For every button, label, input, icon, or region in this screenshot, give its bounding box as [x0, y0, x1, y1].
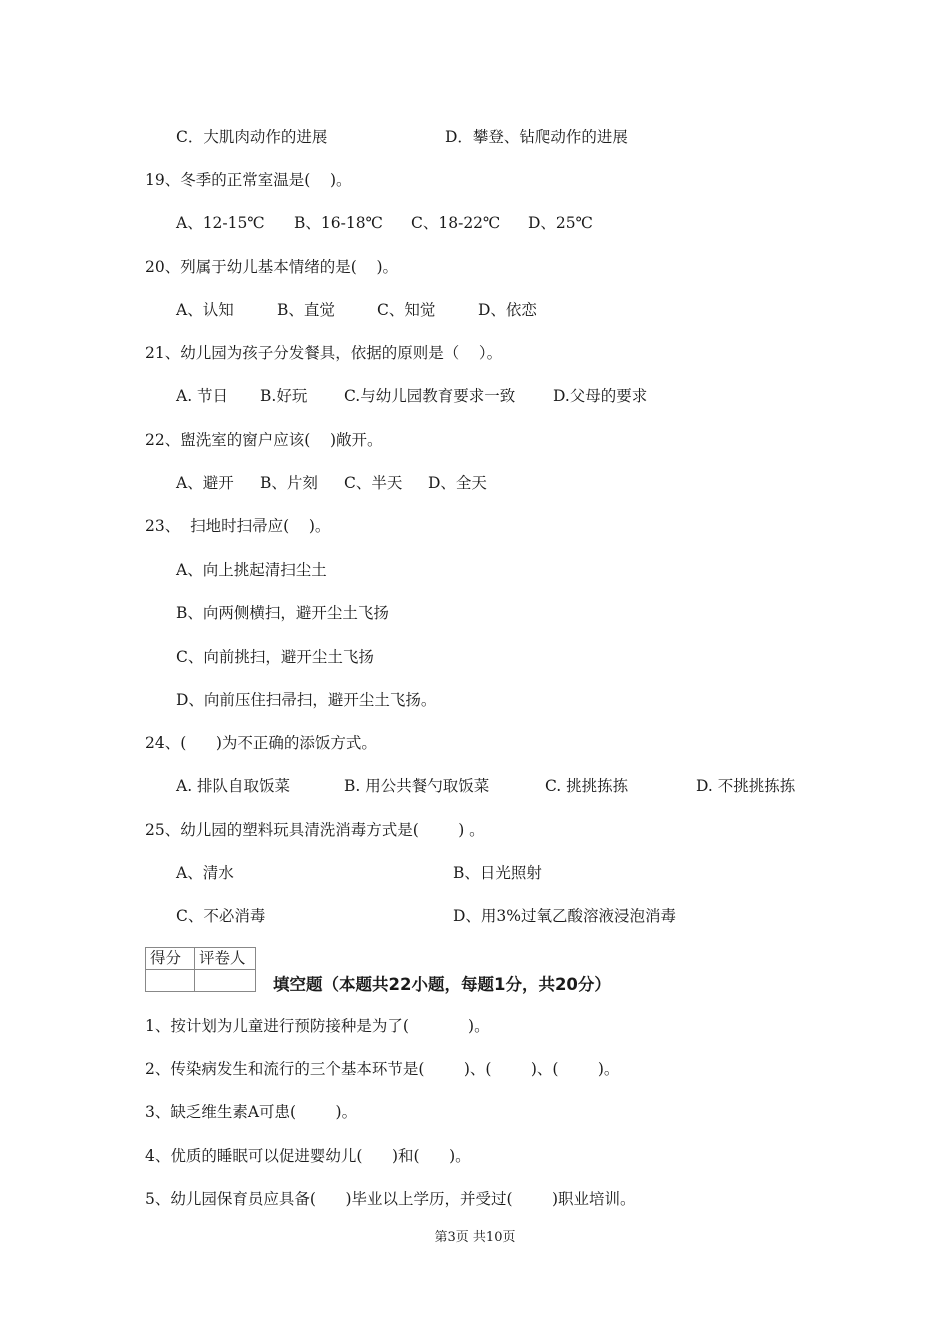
- option-c: C．大肌肉动作的进展: [176, 128, 328, 146]
- question-20-stem: 20、列属于幼儿基本情绪的是( )。: [145, 258, 399, 276]
- question-23-stem: 23、 扫地时扫帚应( )。: [145, 517, 331, 535]
- q25-option-b: B、日光照射: [453, 864, 542, 882]
- q19-option-b: B、16-18℃: [294, 214, 383, 232]
- q24-option-d: D. 不挑挑拣拣: [696, 777, 796, 795]
- q21-option-d: D.父母的要求: [553, 387, 648, 405]
- grader-header: 评卷人: [195, 948, 256, 970]
- q19-option-d: D、25℃: [528, 214, 593, 232]
- fill-item-4: 4、优质的睡眠可以促进婴幼儿( )和( )。: [145, 1147, 471, 1165]
- fill-item-3: 3、缺乏维生素A可患( )。: [145, 1103, 358, 1121]
- q22-option-d: D、全天: [428, 474, 487, 492]
- page-footer: 第3页 共10页: [434, 1230, 516, 1245]
- q23-option-d: D、向前压住扫帚扫，避开尘土飞扬。: [176, 691, 437, 709]
- q20-option-c: C、知觉: [377, 301, 436, 319]
- q25-option-a: A、清水: [176, 864, 234, 882]
- question-25-stem: 25、幼儿园的塑料玩具清洗消毒方式是( ) 。: [145, 821, 485, 839]
- fill-item-2: 2、传染病发生和流行的三个基本环节是( )、( )、( )。: [145, 1060, 620, 1078]
- q21-option-b: B.好玩: [260, 387, 308, 405]
- q19-option-c: C、18-22℃: [411, 214, 501, 232]
- q25-option-c: C、不必消毒: [176, 907, 266, 925]
- q20-option-b: B、直觉: [277, 301, 335, 319]
- q20-option-a: A、认知: [176, 301, 234, 319]
- q24-option-a: A. 排队自取饭菜: [176, 777, 291, 795]
- score-cell: [146, 970, 195, 992]
- q19-option-a: A、12-15℃: [176, 214, 265, 232]
- question-24-stem: 24、( )为不正确的添饭方式。: [145, 734, 377, 752]
- q23-option-a: A、向上挑起清扫尘土: [176, 561, 327, 579]
- fill-item-1: 1、按计划为儿童进行预防接种是为了( )。: [145, 1017, 490, 1035]
- fill-item-5: 5、幼儿园保育员应具备( )毕业以上学历，并受过( )职业培训。: [145, 1190, 636, 1208]
- q20-option-d: D、依恋: [478, 301, 537, 319]
- score-header: 得分: [146, 948, 195, 970]
- option-d: D．攀登、钻爬动作的进展: [445, 128, 628, 146]
- q22-option-b: B、片刻: [260, 474, 318, 492]
- question-19-stem: 19、冬季的正常室温是( )。: [145, 171, 352, 189]
- q21-option-a: A. 节日: [176, 387, 229, 405]
- question-21-stem: 21、幼儿园为孩子分发餐具，依据的原则是（ ）。: [145, 344, 503, 362]
- q22-option-c: C、半天: [344, 474, 403, 492]
- question-22-stem: 22、盥洗室的窗户应该( )敞开。: [145, 431, 383, 449]
- q24-option-c: C. 挑挑拣拣: [545, 777, 629, 795]
- score-table: [145, 947, 256, 992]
- grader-cell: [195, 970, 256, 992]
- q22-option-a: A、避开: [176, 474, 234, 492]
- q24-option-b: B. 用公共餐勺取饭菜: [344, 777, 490, 795]
- q23-option-c: C、向前挑扫，避开尘土飞扬: [176, 648, 374, 666]
- q25-option-d: D、用3%过氧乙酸溶液浸泡消毒: [453, 907, 677, 925]
- q23-option-b: B、向两侧横扫，避开尘土飞扬: [176, 604, 389, 622]
- q21-option-c: C.与幼儿园教育要求一致: [344, 387, 516, 405]
- section-title: 填空题（本题共22小题，每题1分，共20分）: [273, 975, 611, 994]
